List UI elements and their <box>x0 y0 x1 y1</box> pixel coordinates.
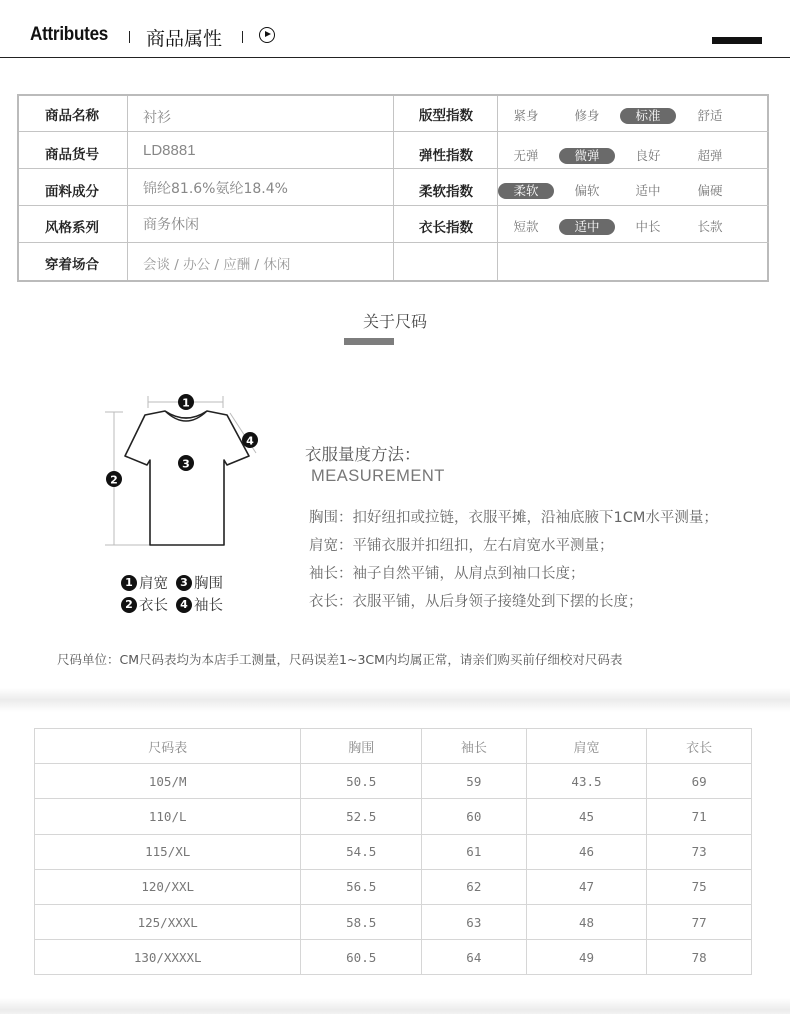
header-accent-bar <box>712 37 762 44</box>
measure-cell: 46 <box>526 834 647 869</box>
marker-1: 1 <box>182 396 190 410</box>
attributes-table <box>17 94 769 282</box>
index-option: 短款 <box>513 219 539 234</box>
table-row <box>35 764 752 799</box>
index-option: 适中 <box>635 183 661 198</box>
legend-label: 袖长 <box>194 598 223 614</box>
measure-cell: 78 <box>647 940 752 975</box>
index-option-selected: 柔软 <box>498 183 554 199</box>
index-option: 紧身 <box>513 108 539 123</box>
attr-label: 穿着场合 <box>45 257 99 273</box>
legend-item <box>121 594 168 615</box>
size-cell: 115/XL <box>35 834 301 869</box>
section-header <box>0 0 790 58</box>
measure-cell: 73 <box>647 834 752 869</box>
measurement-line: 袖长：袖子自然平铺，从肩点到袖口长度； <box>309 566 585 582</box>
table-divider <box>19 168 769 169</box>
measure-cell: 63 <box>421 904 526 939</box>
size-cell: 110/L <box>35 799 301 834</box>
size-cell: 125/XXXL <box>35 904 301 939</box>
table-row <box>35 940 752 975</box>
index-option: 超弹 <box>697 148 723 163</box>
size-note: 尺码单位：CM尺码表均为本店手工测量，尺码误差1~3CM内均属正常，请亲们购买前仔细校对尺码表 <box>57 652 623 667</box>
attr-value: 商务休闲 <box>143 217 199 233</box>
number-badge: 3 <box>176 575 192 591</box>
index-option: 偏软 <box>574 183 600 198</box>
measure-cell: 60.5 <box>301 940 422 975</box>
index-option-selected: 标准 <box>620 108 676 124</box>
measure-cell: 47 <box>526 869 647 904</box>
column-header: 尺码表 <box>35 729 301 764</box>
attr-value: 会谈 / 办公 / 应酬 / 休闲 <box>143 257 291 273</box>
table-row <box>35 799 752 834</box>
measurement-line: 衣长：衣服平铺，从后身领子接缝处到下摆的长度； <box>309 594 643 610</box>
index-option: 中长 <box>635 219 661 234</box>
measure-cell: 75 <box>647 869 752 904</box>
header-title-cn: 商品属性 <box>146 28 223 50</box>
index-option-selected: 微弹 <box>559 148 615 164</box>
index-option-selected: 适中 <box>559 219 615 235</box>
measure-cell: 62 <box>421 869 526 904</box>
table-row <box>35 904 752 939</box>
size-cell: 105/M <box>35 764 301 799</box>
measure-cell: 48 <box>526 904 647 939</box>
measure-cell: 59 <box>421 764 526 799</box>
index-option: 修身 <box>574 108 600 123</box>
index-option: 偏硬 <box>697 183 723 198</box>
index-label: 弹性指数 <box>419 148 473 164</box>
legend-item <box>176 594 223 615</box>
measure-cell: 64 <box>421 940 526 975</box>
column-header: 衣长 <box>647 729 752 764</box>
marker-4: 4 <box>246 434 254 448</box>
measure-cell: 77 <box>647 904 752 939</box>
legend-label: 衣长 <box>139 598 168 614</box>
tshirt-measure-diagram <box>96 385 276 565</box>
marker-3: 3 <box>182 457 190 471</box>
table-divider <box>393 96 394 280</box>
number-badge: 2 <box>121 597 137 613</box>
table-divider <box>19 242 769 243</box>
header-divider <box>129 31 130 43</box>
attr-value: 衬衫 <box>143 110 171 126</box>
measurement-line: 胸围：扣好纽扣或拉链，衣服平摊，沿袖底腋下1CM水平测量； <box>309 510 718 526</box>
index-option: 良好 <box>635 148 661 163</box>
legend-label: 胸围 <box>194 576 223 592</box>
size-chart-table <box>34 728 752 975</box>
play-circle-icon <box>259 27 275 43</box>
measure-cell: 69 <box>647 764 752 799</box>
number-badge: 1 <box>121 575 137 591</box>
measure-cell: 71 <box>647 799 752 834</box>
table-divider <box>19 205 769 206</box>
attr-label: 商品名称 <box>45 108 99 124</box>
index-option: 无弹 <box>513 148 539 163</box>
measurement-subtitle: MEASUREMENT <box>311 467 445 485</box>
number-badge: 4 <box>176 597 192 613</box>
column-header: 胸围 <box>301 729 422 764</box>
measure-cell: 56.5 <box>301 869 422 904</box>
measure-cell: 43.5 <box>526 764 647 799</box>
table-divider <box>127 96 128 280</box>
index-option: 长款 <box>697 219 723 234</box>
size-section-title: 关于尺码 <box>362 312 427 331</box>
measure-cell: 49 <box>526 940 647 975</box>
legend-label: 肩宽 <box>139 576 168 592</box>
measure-cell: 60 <box>421 799 526 834</box>
size-chart-header-row <box>35 729 752 764</box>
table-row <box>35 834 752 869</box>
legend-item <box>176 572 223 593</box>
marker-2: 2 <box>110 473 118 487</box>
measure-cell: 61 <box>421 834 526 869</box>
index-label: 柔软指数 <box>419 184 473 200</box>
size-cell: 120/XXL <box>35 869 301 904</box>
title-underline <box>344 338 394 345</box>
table-row <box>35 869 752 904</box>
section-shadow <box>0 998 790 1014</box>
measure-cell: 45 <box>526 799 647 834</box>
attr-label: 商品货号 <box>45 147 99 163</box>
index-label: 衣长指数 <box>419 220 473 236</box>
header-title-en: Attributes <box>30 24 109 45</box>
column-header: 袖长 <box>421 729 526 764</box>
attr-value: 锦纶81.6%氨纶18.4% <box>143 181 288 197</box>
attr-label: 风格系列 <box>45 220 99 236</box>
measure-cell: 58.5 <box>301 904 422 939</box>
index-label: 版型指数 <box>419 108 473 124</box>
column-header: 肩宽 <box>526 729 647 764</box>
measurement-title: 衣服量度方法： <box>305 445 421 464</box>
measure-cell: 50.5 <box>301 764 422 799</box>
measure-cell: 54.5 <box>301 834 422 869</box>
size-cell: 130/XXXXL <box>35 940 301 975</box>
section-shadow <box>0 688 790 712</box>
measure-cell: 52.5 <box>301 799 422 834</box>
index-option: 舒适 <box>697 108 723 123</box>
legend-item <box>121 572 168 593</box>
header-divider <box>242 31 243 43</box>
measurement-line: 肩宽：平铺衣服并扣纽扣，左右肩宽水平测量； <box>309 538 614 554</box>
attr-label: 面料成分 <box>45 184 99 200</box>
table-divider <box>19 131 769 132</box>
attr-value: LD8881 <box>143 141 196 159</box>
